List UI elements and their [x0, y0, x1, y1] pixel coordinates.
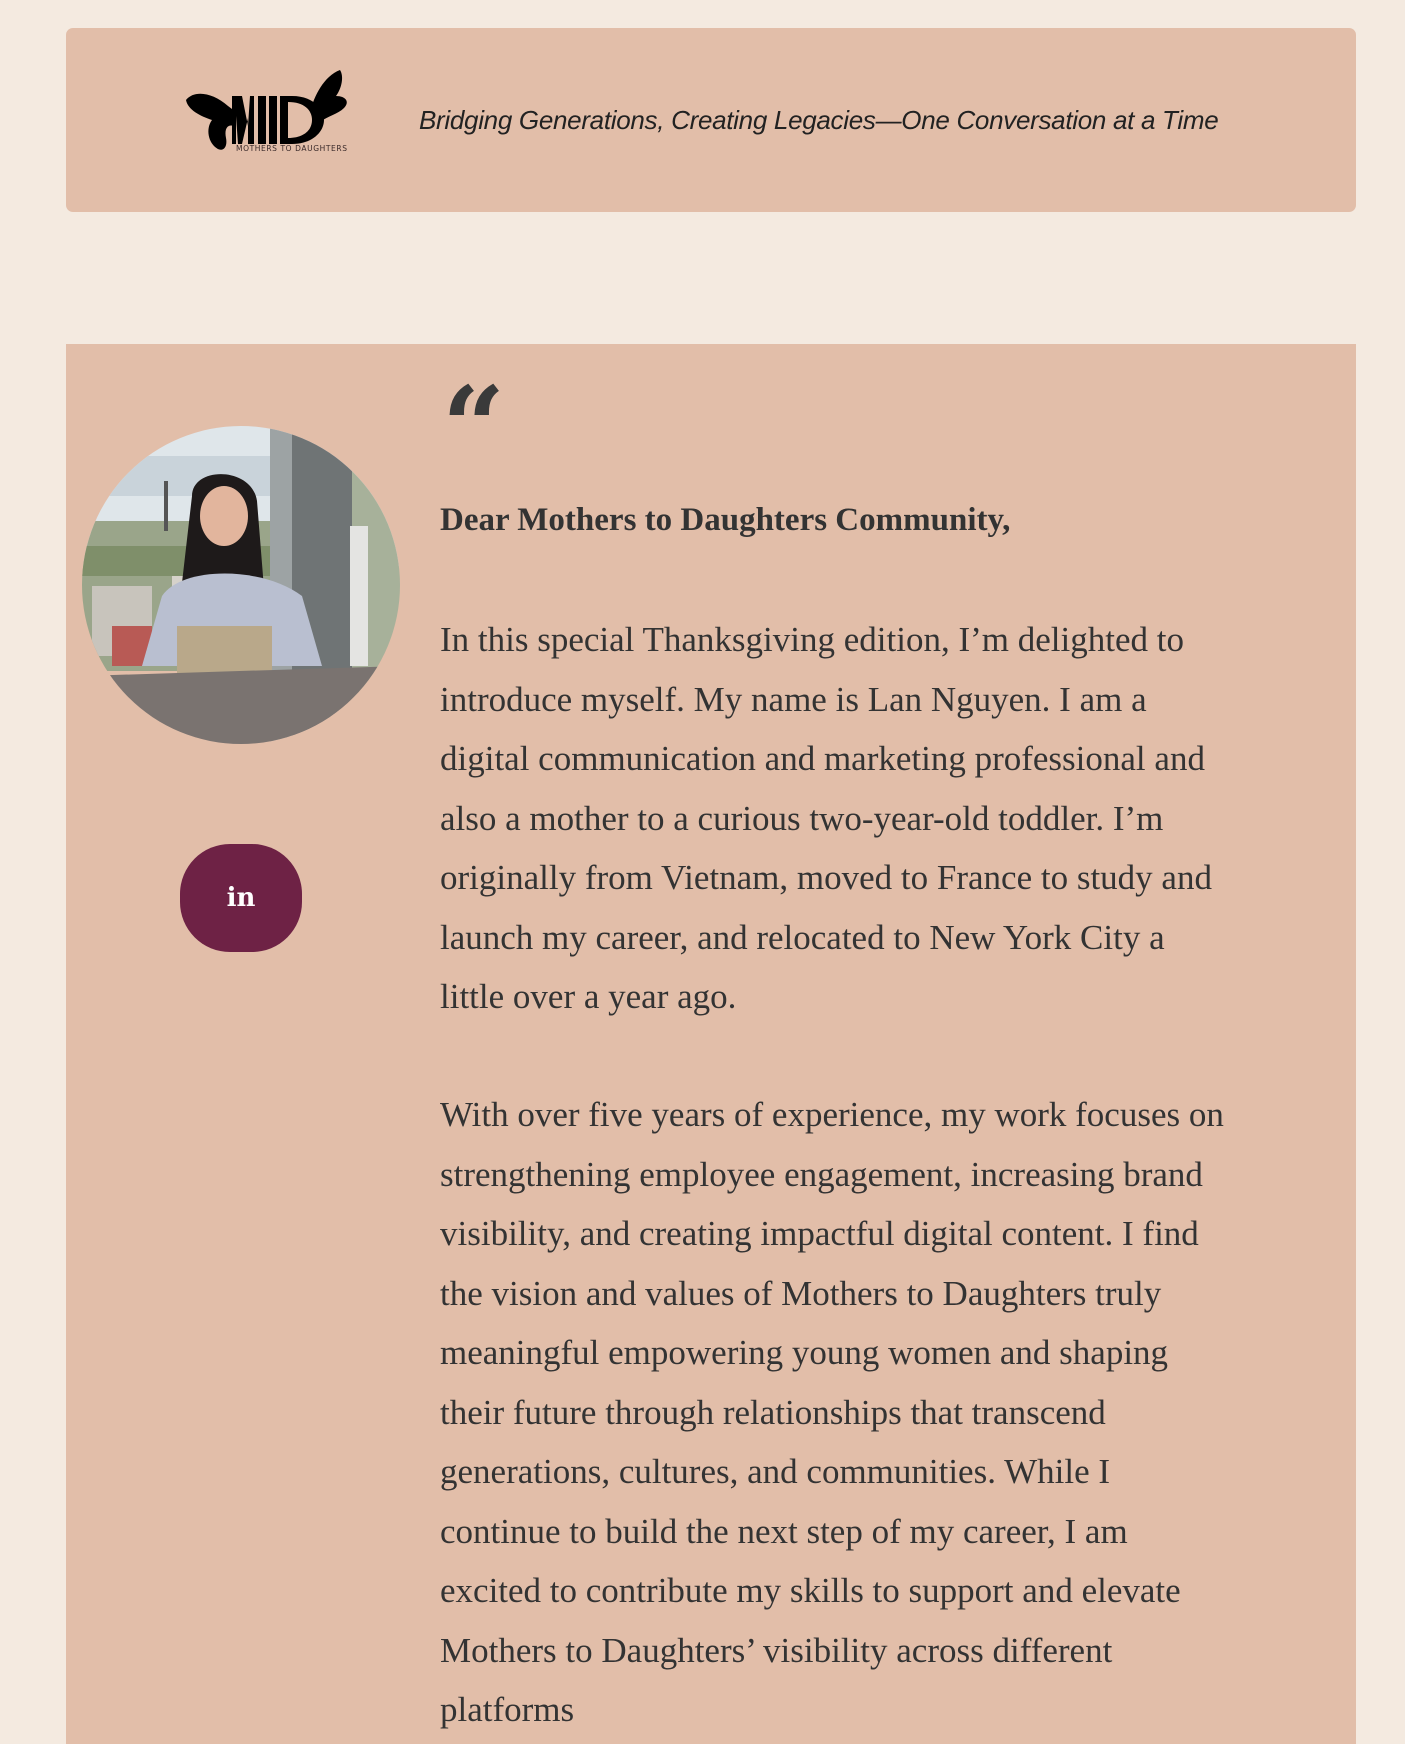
site-header: [66, 28, 1356, 212]
text-line: With over five years of experience, my work focuses on: [440, 1095, 1224, 1134]
quote-mark-icon: “: [442, 362, 506, 491]
text-line: their future through relationships that transcend: [440, 1392, 1106, 1432]
text-line: digital communication and marketing professional and: [440, 739, 1205, 778]
site-tagline: Bridging Generations, Creating Legacies—One Conversation at a Time: [419, 105, 1219, 135]
introduction-letter-card: [66, 344, 1356, 1744]
mothers-to-daughters-logo[interactable]: [184, 66, 364, 166]
text-line: introduce myself. My name is Lan Nguyen. I am a: [440, 679, 1147, 719]
text-line: also a mother to a curious two-year-old toddler. I’m: [440, 798, 1164, 838]
text-line: strengthening employee engagement, increasing brand: [440, 1154, 1203, 1194]
linkedin-icon: in: [226, 883, 256, 913]
portrait-image: [82, 426, 400, 744]
profile-photo: [82, 426, 400, 744]
paragraph-intro: [440, 610, 1320, 1027]
text-line: meaningful empowering young women and shaping: [440, 1333, 1169, 1372]
text-line: little over a year ago.: [440, 977, 737, 1016]
text-line: generations, cultures, and communities. While I: [440, 1452, 1111, 1491]
text-line: visibility, and creating impactful digital content. I find: [440, 1214, 1199, 1253]
letter-greeting: Dear Mothers to Daughters Community,: [440, 502, 1011, 538]
logo-wordmark: MOTHERS TO DAUGHTERS: [236, 144, 348, 153]
text-line: platforms: [440, 1690, 575, 1729]
text-line: the vision and values of Mothers to Daughters truly: [440, 1273, 1162, 1313]
paragraph-experience: [440, 1085, 1320, 1740]
text-line: excited to contribute my skills to support and elevate: [440, 1571, 1181, 1610]
text-line: launch my career, and relocated to New York City a: [440, 917, 1165, 957]
linkedin-button[interactable]: [180, 844, 302, 952]
text-line: continue to build the next step of my career, I am: [440, 1511, 1128, 1551]
text-line: In this special Thanksgiving edition, I’m delighted to: [440, 620, 1184, 659]
text-line: Mothers to Daughters’ visibility across different: [440, 1630, 1113, 1670]
text-line: originally from Vietnam, moved to France to study and: [440, 858, 1212, 897]
